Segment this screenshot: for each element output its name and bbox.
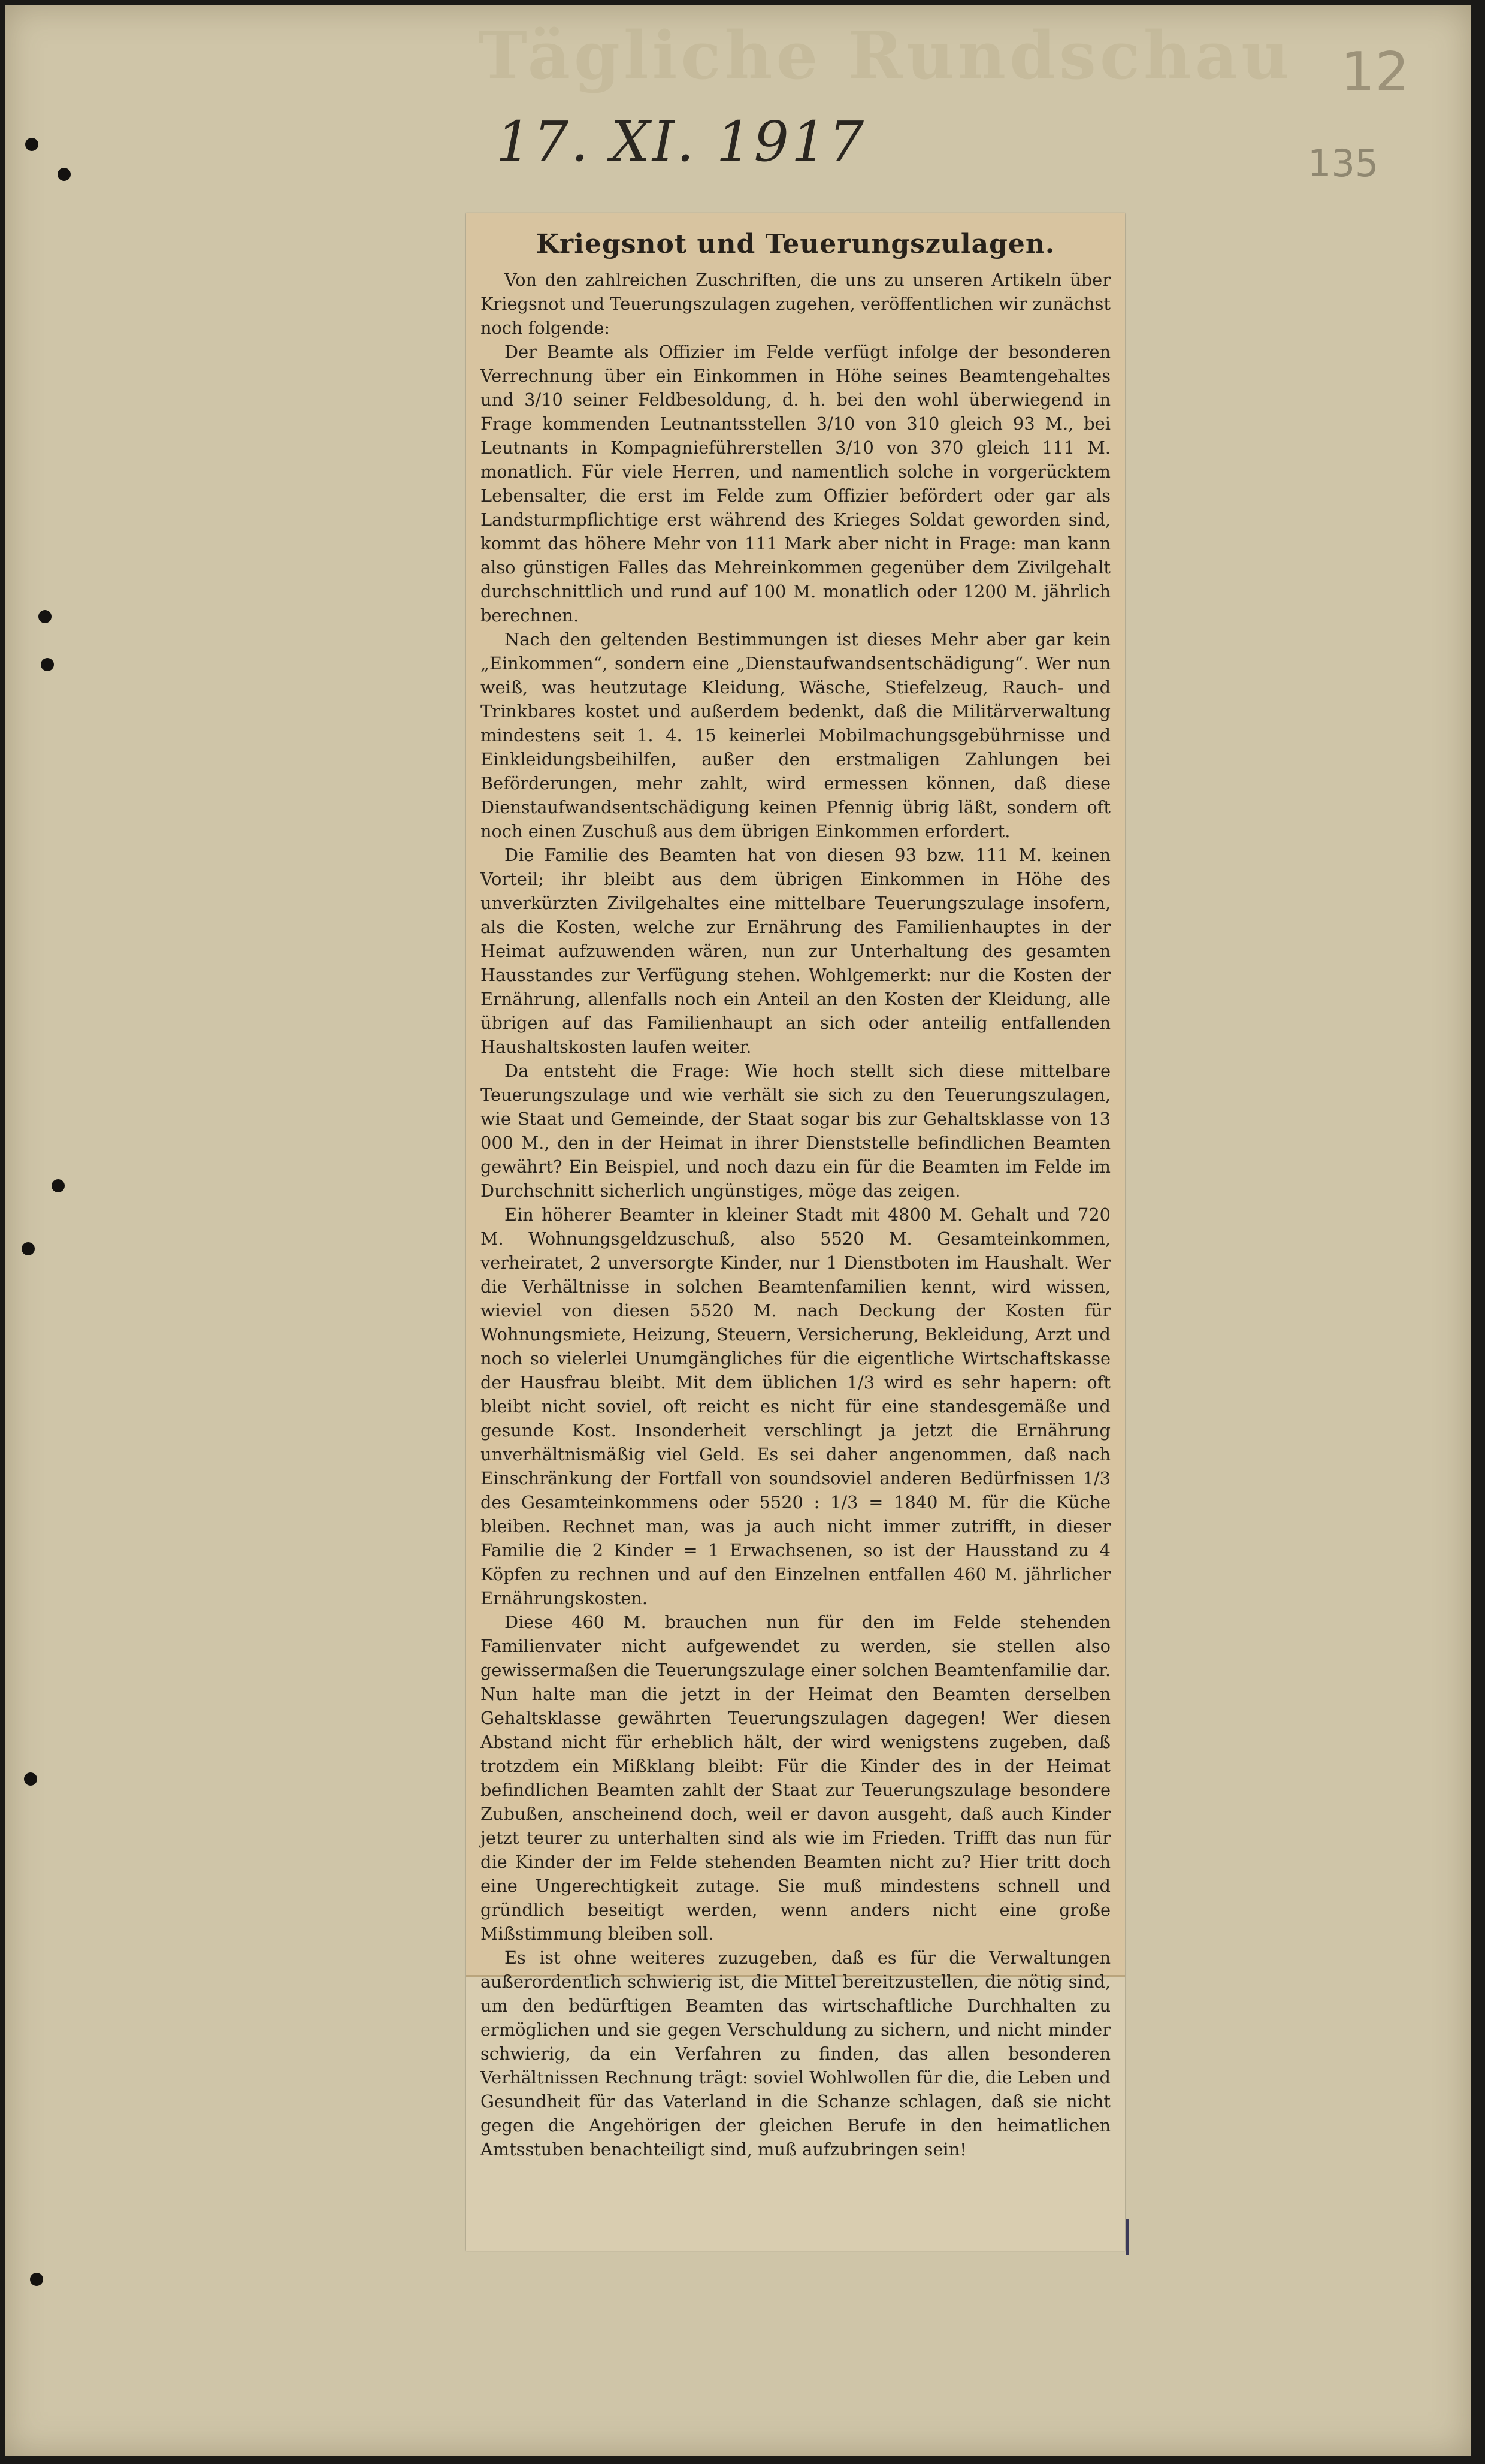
archive-sheet <box>5 5 1471 2456</box>
punch-hole-icon <box>22 1242 35 1255</box>
handwritten-date: 17. XI. 1917 <box>496 110 867 174</box>
punch-hole-icon <box>52 1179 65 1192</box>
newspaper-clipping <box>466 213 1125 2251</box>
punch-hole-icon <box>41 658 54 671</box>
ink-margin-mark <box>1126 2219 1129 2255</box>
stamp-number: 135 <box>1308 141 1379 185</box>
article-paragraph: Diese 460 M. brauchen nun für den im Felde stehenden Familienvater nicht aufgewendet zu werden, sie stellen also gewissermaßen die Teuerungszulage einer solchen Beamtenfamilie dar. Nun halte man die jetzt in der Heimat den Beamten derselben Gehaltsklasse gewährten Teuerungszulagen dagegen! Wer diesen Abstand nicht für erheblich hält, der wird wenigstens zugeben, daß trotzdem ein Mißklang bleibt: Für die Kinder des in der Heimat befindlichen Beamten zahlt der Staat zur Teuerungszulage besondere Zubußen, anscheinend doch, weil er davon ausgeht, daß auch Kinder jetzt teurer zu unterhalten sind als wie im Frieden. Trifft das nun für die Kinder der im Felde stehenden Beamten nicht zu? Hier tritt doch eine Ungerechtigkeit zutage. Sie muß mindestens schnell und gründlich beseitigt werden, wenn anders nicht eine große Mißstimmung bleiben soll. <box>480 1612 1111 1944</box>
corner-number: 12 <box>1341 41 1410 104</box>
punch-hole-icon <box>24 1772 37 1786</box>
article-paragraph: Der Beamte als Offizier im Felde verfügt infolge der besonderen Verrechnung über ein Einkommen in Höhe seines Beamtengehaltes und 3/10 seiner Feldbesoldung, d. h. bei den wohl überwiegend in Frage kommenden Leutnantsstellen 3/10 von 310 gleich 93 M., bei Leutnants in Kompagnieführerstellen 3/10 von 370 gleich 111 M. monatlich. Für viele Herren, und namentlich solche in vorgerücktem Lebensalter, die erst im Felde zum Offizier befördert oder gar als Landsturmpflichtige erst während des Krieges Soldat geworden sind, kommt das höhere Mehr von 111 Mark aber nicht in Frage: man kann also günstigen Falles das Mehreinkommen gegenüber dem Zivilgehalt durchschnittlich und rund auf 100 M. monatlich oder 1200 M. jährlich berechnen. <box>480 342 1111 626</box>
article-body <box>480 229 1111 2161</box>
punch-hole-icon <box>58 168 71 181</box>
punch-hole-icon <box>25 138 38 151</box>
punch-hole-icon <box>30 2273 43 2286</box>
faint-masthead: Tägliche Rundschau <box>478 17 1293 94</box>
article-paragraph: Es ist ohne weiteres zuzugeben, daß es für die Verwaltungen außerordentlich schwierig ist, die Mittel bereitzustellen, die nötig sind, um den bedürftigen Beamten das wirtschaftliche Durchhalten zu ermöglichen und sie gegen Verschuldung zu sichern, und nicht minder schwierig, da ein Verfahren zu finden, das allen besonderen Verhältnissen Rechnung trägt: soviel Wohlwollen für die, die Leben und Gesundheit für das Vaterland in die Schanze schlagen, daß sie nicht gegen die Angehörigen der gleichen Berufe in den heimatlichen Amtsstuben benachteiligt sind, muß aufzubringen sein! <box>480 1947 1111 2160</box>
article-paragraph: Die Familie des Beamten hat von diesen 93 bzw. 111 M. keinen Vorteil; ihr bleibt aus dem übrigen Einkommen in Höhe des unverkürzten Zivilgehaltes eine mittelbare Teuerungszulage insofern, als die Kosten, welche zur Ernährung des Familienhauptes in der Heimat aufzuwenden wären, nun zur Unterhaltung des gesamten Hausstandes zur Verfügung stehen. Wohlgemerkt: nur die Kosten der Ernährung, allenfalls noch ein Anteil an den Kosten der Kleidung, alle übrigen auf das Familienhaupt an sich oder anteilig entfallenden Haushaltskosten laufen weiter. <box>480 845 1111 1057</box>
article-paragraph: Ein höherer Beamter in kleiner Stadt mit 4800 M. Gehalt und 720 M. Wohnungsgeldzuschuß, also 5520 M. Gesamteinkommen, verheiratet, 2 unversorgte Kinder, nur 1 Dienstboten im Haushalt. Wer die Verhältnisse in solchen Beamtenfamilien kennt, wird wissen, wieviel von diesen 5520 M. nach Deckung der Kosten für Wohnungsmiete, Heizung, Steuern, Versicherung, Bekleidung, Arzt und noch so vielerlei Unumgängliches für die eigentliche Wirtschaftskasse der Hausfrau bleibt. Mit dem üblichen 1/3 wird es sehr hapern: oft bleibt nicht soviel, oft reicht es nicht für eine standesgemäße und gesunde Kost. Insonderheit verschlingt ja jetzt die Ernährung unverhältnismäßig viel Geld. Es sei daher angenommen, daß nach Einschränkung der Fortfall von soundsoviel anderen Bedürfnissen 1/3 des Gesamteinkommens oder 5520 : 1/3 = 1840 M. für die Küche bleiben. Rechnet man, was ja auch nicht immer zutrifft, in dieser Familie die 2 Kinder = 1 Erwachsenen, so ist der Hausstand zu 4 Köpfen zu rechnen und auf den Einzelnen entfallen 460 M. jährlicher Ernährungskosten. <box>480 1204 1111 1608</box>
article-paragraph: Von den zahlreichen Zuschriften, die uns zu unseren Artikeln über Kriegsnot und Teuerungszulagen zugehen, veröffentlichen wir zunächst noch folgende: <box>480 270 1111 338</box>
punch-hole-icon <box>38 610 52 623</box>
article-title: Kriegsnot und Teuerungszulagen. <box>536 229 1055 259</box>
article-paragraph: Nach den geltenden Bestimmungen ist dieses Mehr aber gar kein „Einkommen“, sondern eine „Dienstaufwandsentschädigung“. Wer nun weiß, was heutzutage Kleidung, Wäsche, Stiefelzeug, Rauch- und Trinkbares kostet und außerdem bedenkt, daß die Militärverwaltung mindestens seit 1. 4. 15 keinerlei Mobilmachungsgebührnisse und Einkleidungsbeihilfen, außer den erstmaligen Zahlungen bei Beförderungen, mehr zahlt, wird ermessen können, daß diese Dienstaufwandsentschädigung keinen Pfennig übrig läßt, sondern oft noch einen Zuschuß aus dem übrigen Einkommen erfordert. <box>480 629 1111 841</box>
article-paragraph: Da entsteht die Frage: Wie hoch stellt sich diese mittelbare Teuerungszulage und wie verhält sie sich zu den Teuerungszulagen, wie Staat und Gemeinde, der Staat sogar bis zur Gehaltsklasse von 13 000 M., den in der Heimat in ihrer Dienststelle befindlichen Beamten gewährt? Ein Beispiel, und noch dazu ein für die Beamten im Felde im Durchschnitt sicherlich ungünstiges, möge das zeigen. <box>480 1061 1111 1201</box>
